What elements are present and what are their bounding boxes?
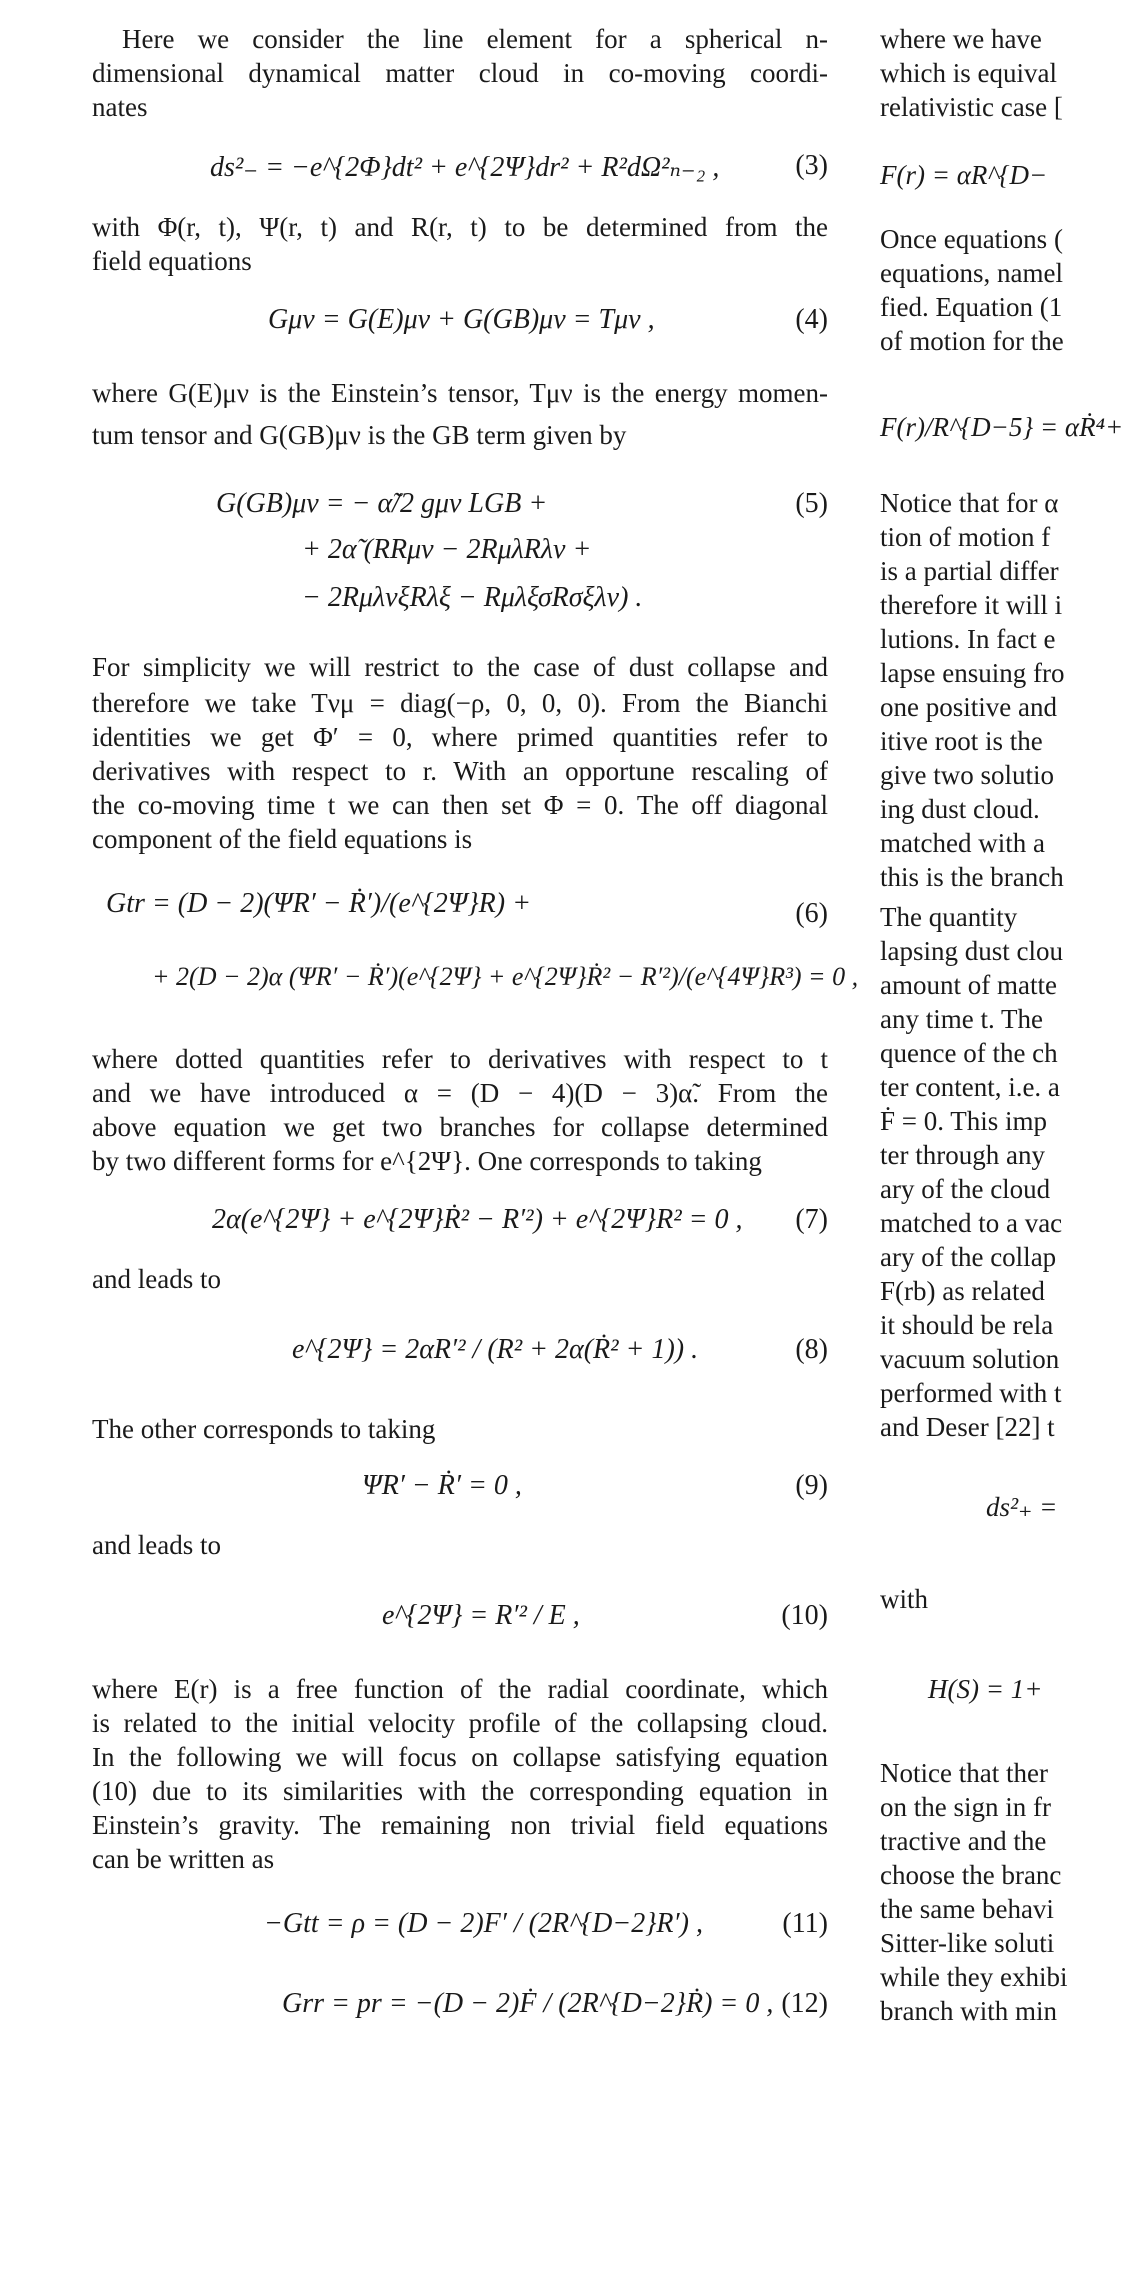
- text-line: amount of matte: [880, 970, 1057, 1000]
- text-line: therefore it will i: [880, 590, 1063, 620]
- text-line: the same behavi: [880, 1894, 1054, 1924]
- text-line: the co-moving time t we can then set Φ = 0. The off diagonal: [92, 790, 828, 820]
- text-line: on the sign in fr: [880, 1792, 1051, 1822]
- text-line: can be written as: [92, 1844, 275, 1874]
- text-line: and leads to: [92, 1264, 221, 1294]
- text-line: The quantity: [880, 902, 1018, 932]
- text-line: dimensional dynamical matter cloud in co-moving coordi-: [92, 58, 828, 88]
- equation-line: + 2α̃ (RRμν − 2RμλRλν +: [302, 534, 592, 565]
- text-line: tion of motion f: [880, 522, 1051, 552]
- text-line: any time t. The: [880, 1004, 1043, 1034]
- equation-fragment: H(S) = 1+: [928, 1674, 1043, 1704]
- text-line: this is the branch: [880, 862, 1064, 892]
- equation-line: G(GB)μν = − α̃/2 gμν LGB +: [216, 488, 548, 519]
- text-line: therefore we take Tνμ = diag(−ρ, 0, 0, 0). From the Bianchi: [92, 688, 828, 718]
- text-line: itive root is the: [880, 726, 1043, 756]
- text-line: Ḟ = 0. This imp: [880, 1106, 1048, 1136]
- text-line: In the following we will focus on collapse satisfying equation: [92, 1742, 828, 1772]
- text-line: component of the field equations is: [92, 824, 473, 854]
- right-column: [880, 0, 1123, 2280]
- equation-number: (4): [795, 304, 828, 335]
- text-line: where G(E)μν is the Einstein’s tensor, Tμν is the energy momen-: [92, 378, 828, 408]
- text-line: where we have: [880, 24, 1042, 54]
- text-line: Notice that ther: [880, 1758, 1048, 1788]
- text-line: tum tensor and G(GB)μν is the GB term given by: [92, 420, 627, 450]
- text-line: give two solutio: [880, 760, 1054, 790]
- equation-expression: Grr = pr = −(D − 2)Ḟ / (2R^{D−2}Ṙ) = 0 ,: [282, 1988, 774, 2019]
- text-line: where dotted quantities refer to derivatives with respect to t: [92, 1044, 828, 1074]
- equation-number: (8): [795, 1334, 828, 1365]
- text-line: The other corresponds to taking: [92, 1414, 436, 1444]
- equation-12: [92, 1988, 828, 2028]
- text-line: quence of the ch: [880, 1038, 1058, 1068]
- equation-line: − 2RμλνξRλξ − RμλξσRσξλν) .: [302, 582, 643, 613]
- equation-10: [92, 1600, 828, 1640]
- text-line: ary of the collap: [880, 1242, 1057, 1272]
- equation-number: (10): [781, 1600, 828, 1631]
- text-line: with Φ(r, t), Ψ(r, t) and R(r, t) to be determined from the: [92, 212, 828, 242]
- text-line: is related to the initial velocity profile of the collapsing cloud.: [92, 1708, 828, 1738]
- equation-expression: e^{2Ψ} = 2αR′² / (R² + 2α(Ṙ² + 1)) .: [292, 1334, 699, 1365]
- text-line: Here we consider the line element for a spherical n-: [122, 24, 828, 54]
- text-line: nates: [92, 92, 148, 122]
- text-line: field equations: [92, 246, 252, 276]
- equation-number: (6): [795, 898, 828, 929]
- text-line: F(rb) as related: [880, 1276, 1045, 1306]
- text-line: matched with a: [880, 828, 1045, 858]
- equation-expression: ds²₋ = −e^{2Φ}dt² + e^{2Ψ}dr² + R²dΩ²ₙ₋₂ ,: [210, 152, 720, 183]
- text-line: vacuum solution: [880, 1344, 1060, 1374]
- equation-expression: 2α(e^{2Ψ} + e^{2Ψ}Ṙ² − R′²) + e^{2Ψ}R² = 0 ,: [212, 1204, 743, 1235]
- text-line: where E(r) is a free function of the radial coordinate, which: [92, 1674, 828, 1704]
- text-line: it should be rela: [880, 1310, 1054, 1340]
- text-line: fied. Equation (1: [880, 292, 1063, 322]
- equation-7: [92, 1204, 828, 1244]
- equation-line: Gtr = (D − 2)(Ψ̇R′ − Ṙ′)/(e^{2Ψ}R) +: [106, 888, 531, 919]
- text-line: is a partial differ: [880, 556, 1059, 586]
- text-line: (10) due to its similarities with the corresponding equation in: [92, 1776, 828, 1806]
- equation-number: (12): [781, 1988, 828, 2019]
- equation-5: [92, 488, 828, 628]
- text-line: branch with min: [880, 1996, 1057, 2026]
- text-line: Sitter-like soluti: [880, 1928, 1055, 1958]
- text-line: and leads to: [92, 1530, 221, 1560]
- equation-fragment: F(r) = αR^{D−: [880, 160, 1048, 190]
- text-line: choose the branc: [880, 1860, 1062, 1890]
- text-line: one positive and: [880, 692, 1057, 722]
- equation-number: (5): [795, 488, 828, 519]
- text-line: Einstein’s gravity. The remaining non trivial field equations: [92, 1810, 828, 1840]
- equation-line: + 2(D − 2)α (Ψ̇R′ − Ṙ′)(e^{2Ψ} + e^{2Ψ}Ṙ² − R′²)/(e^{4Ψ}R³) = 0 ,: [152, 962, 859, 991]
- equation-expression: Ψ̇R′ − Ṙ′ = 0 ,: [362, 1470, 522, 1501]
- text-line: ter content, i.e. a: [880, 1072, 1060, 1102]
- equation-number: (11): [782, 1908, 828, 1939]
- equation-8: [92, 1334, 828, 1374]
- equation-fragment: ds²₊ =: [986, 1492, 1058, 1522]
- equation-expression: −Gtt = ρ = (D − 2)F′ / (2R^{D−2}R′) ,: [264, 1908, 703, 1939]
- text-line: while they exhibi: [880, 1962, 1068, 1992]
- equation-9: [92, 1470, 828, 1510]
- text-line: derivatives with respect to r. With an opportune rescaling of: [92, 756, 828, 786]
- text-line: and we have introduced α = (D − 4)(D − 3)α̃. From the: [92, 1078, 828, 1108]
- text-line: of motion for the: [880, 326, 1064, 356]
- text-line: ing dust cloud.: [880, 794, 1040, 824]
- equation-number: (9): [795, 1470, 828, 1501]
- equation-11: [92, 1908, 828, 1948]
- equation-expression: e^{2Ψ} = R′² / E ,: [382, 1600, 580, 1631]
- text-line: Notice that for α: [880, 488, 1059, 518]
- equation-6: [92, 888, 859, 1018]
- equation-3: [92, 150, 828, 190]
- text-line: lutions. In fact e: [880, 624, 1056, 654]
- text-line: matched to a vac: [880, 1208, 1063, 1238]
- text-line: relativistic case [: [880, 92, 1063, 122]
- text-line: with: [880, 1584, 929, 1614]
- text-line: equations, namel: [880, 258, 1063, 288]
- equation-number: (3): [795, 150, 828, 181]
- equation-number: (7): [795, 1204, 828, 1235]
- equation-expression: Gμν = G(E)μν + G(GB)μν = Tμν ,: [268, 304, 655, 335]
- text-line: and Deser [22] t: [880, 1412, 1055, 1442]
- text-line: tractive and the: [880, 1826, 1047, 1856]
- text-line: Once equations (: [880, 224, 1063, 254]
- text-line: lapse ensuing fro: [880, 658, 1065, 688]
- text-line: identities we get Φ′ = 0, where primed quantities refer to: [92, 722, 828, 752]
- text-line: For simplicity we will restrict to the case of dust collapse and: [92, 652, 828, 682]
- text-line: ter through any: [880, 1140, 1045, 1170]
- text-line: above equation we get two branches for collapse determined: [92, 1112, 828, 1142]
- text-line: which is equival: [880, 58, 1057, 88]
- equation-fragment: F(r)/R^{D−5} = αṘ⁴+: [880, 412, 1123, 442]
- text-line: performed with t: [880, 1378, 1062, 1408]
- text-line: lapsing dust clou: [880, 936, 1063, 966]
- text-line: by two different forms for e^{2Ψ}. One corresponds to taking: [92, 1146, 762, 1176]
- equation-4: [92, 304, 828, 344]
- text-line: ary of the cloud: [880, 1174, 1051, 1204]
